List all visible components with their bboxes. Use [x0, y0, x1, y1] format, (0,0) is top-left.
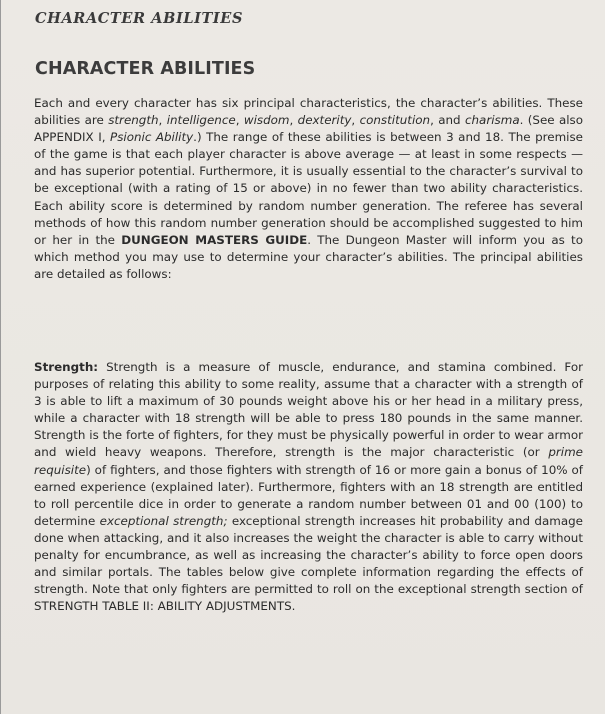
strength-text: exceptional strength increases hit probability and damage done when attacking, and it also increases the weight the character is able to carry without penalty for encumbrance, as well as increasing the character’s ability to force open doors and similar portals. The tables below give complete information regarding the effects of strength. Note that only fighters are permitted to roll on the exceptional strength section of STRENGTH TABLE II: ABILITY ADJUSTMENTS.	[34, 513, 583, 614]
ability-constitution: constitution	[359, 113, 431, 128]
psionic-ability-reference: Psionic Ability	[110, 130, 194, 145]
intro-text: ,	[235, 113, 244, 128]
intro-text: . The Dungeon Master will inform you as to which method you may use to determine your character’s abilities. The principal abilities are detailed as follows:	[34, 232, 583, 281]
dungeon-masters-guide-reference: DUNGEON MASTERS GUIDE	[121, 232, 308, 247]
intro-text: ,	[289, 113, 298, 128]
prime-requisite-term: prime requisite	[34, 445, 583, 477]
intro-paragraph	[34, 95, 583, 283]
strength-heading: Strength:	[34, 360, 99, 374]
intro-text: ,	[351, 113, 360, 128]
strength-text: ) of fighters, and those fighters with strength of 16 or more gain a bonus of 10% of earned experience (explained later). Furthermore, fighters with an 18 strength are entitled to roll percentile dice in order to generate a random number between 01 and 00 (100) to determine	[34, 462, 583, 528]
ability-wisdom: wisdom	[243, 113, 290, 128]
ability-dexterity: dexterity	[297, 113, 352, 128]
intro-text: . (See also APPENDIX I,	[34, 113, 584, 145]
intro-text: .) The range of these abilities is between 3 and 18. The premise of the game is that each player character is above average — at least in some respects — and has superior potential. Furthermore, it is usually essential to the character’s survival to be exceptional (with a rating of 15 or above) in no fewer than two ability characteristics. Each ability score is determined by random number generation. The referee has several methods of how this random number generation should be accomplished suggested to him or her in the	[34, 130, 583, 247]
ability-intelligence: intelligence	[166, 113, 236, 128]
strength-paragraph	[34, 359, 583, 615]
intro-text: , and	[430, 113, 465, 128]
section-title: CHARACTER ABILITIES	[35, 59, 256, 79]
intro-text: ,	[158, 113, 167, 128]
ability-strength: strength	[108, 113, 159, 128]
running-head: CHARACTER ABILITIES	[35, 10, 244, 27]
ability-charisma: charisma	[464, 113, 520, 128]
strength-text: Strength is a measure of muscle, endurance, and stamina combined. For purposes of relating this ability to some reality, assume that a character with a strength of 3 is able to lift a maximum of 30 pounds weight above his or her head in a military press, while a character with 18 strength will be able to press 180 pounds in the same manner. Strength is the forte of fighters, for they must be physically powerful in order to wear armor and wield heavy weapons. Therefore, strength is the major characteristic (or	[34, 360, 583, 460]
exceptional-strength-term: exceptional strength;	[99, 513, 228, 528]
intro-text: Each and every character has six principal characteristics, the character’s abilities. These abilities are	[34, 96, 583, 128]
